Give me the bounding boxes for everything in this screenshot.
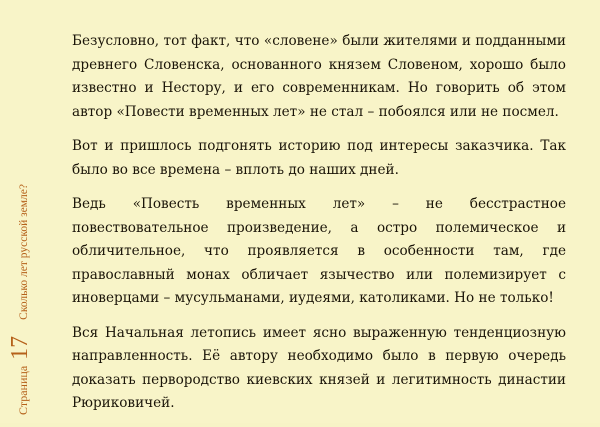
book-title: Сколько лет русской земле? — [18, 184, 30, 320]
paragraph-1: Безусловно, тот факт, что «словене» были жителями и подданными древнего Словенска, основанного князем Словеном, хорошо было известно и Нестору, и его современникам. Но говорить об этом автор «Повести временных лет» не стал – побоялся или не посмел. — [72, 33, 566, 120]
paragraph-3: Ведь «Повесть временных лет» – не бесстрастное повествовательное произведение, а остро полемическое и обличительное, что проявляется в особенности там, где православный монах обличает язычество или полемизирует с иноверцами – мусульманами, иудеями, католиками. Но не только! — [72, 196, 566, 306]
paragraph-4: Вся Начальная летопись имеет ясно выраженную тенденциозную направленность. Её автору необходимо было в первую очередь доказать первородство киевских князей и легитимность династии Рюриковичей. — [72, 324, 566, 411]
paragraph-2: Вот и пришлось подгонять историю под интересы заказчика. Так было во все времена – вплоть до наших дней. — [72, 138, 566, 178]
page-sidebar — [8, 70, 40, 415]
page-label: Страница — [16, 365, 30, 415]
body-text — [72, 30, 566, 427]
vertical-caption — [7, 184, 34, 415]
page-number: 17 — [7, 335, 33, 360]
